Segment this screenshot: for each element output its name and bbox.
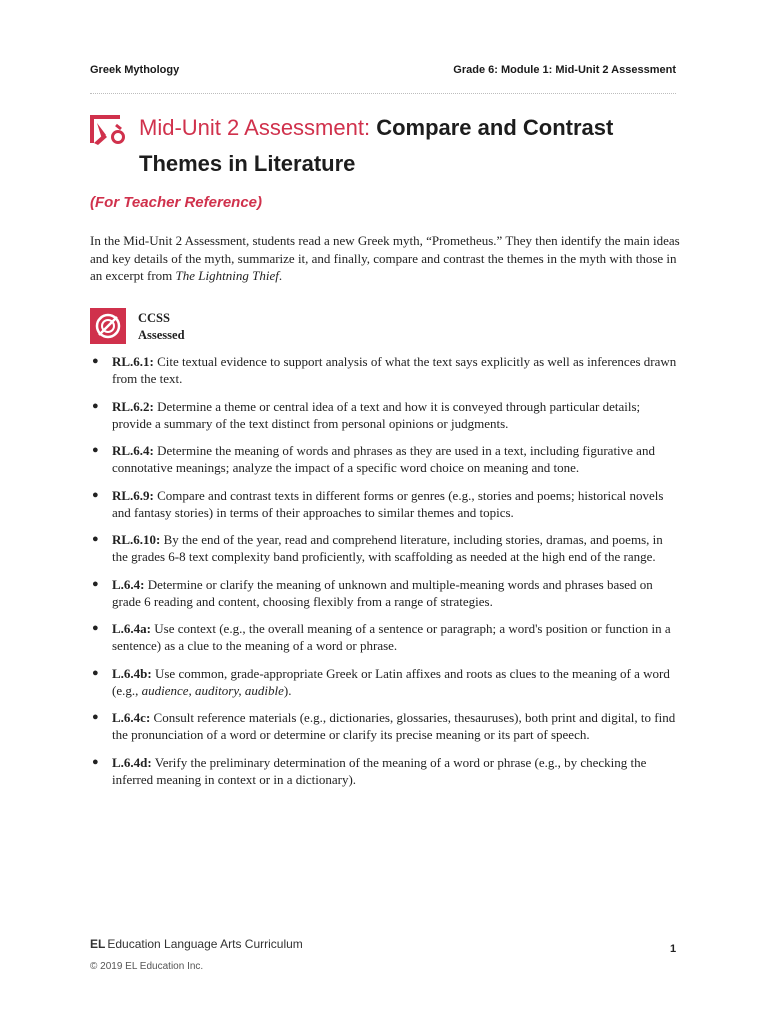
standard-text: Use common, grade-appropriate Greek or Latin affixes and roots as clues to the meaning of a word (e.g., [112, 665, 670, 698]
list-item [90, 576, 680, 610]
list-item [90, 531, 680, 565]
subtitle: (For Teacher Reference) [90, 194, 263, 211]
standard-code: RL.6.10: [112, 532, 161, 547]
list-item [90, 620, 680, 654]
standards-list [90, 353, 680, 798]
bullet-icon: ● [92, 488, 99, 501]
footer-logo-text: Education Language Arts Curriculum [107, 937, 303, 951]
bullet-icon: ● [92, 711, 99, 723]
intro-book-title: The Lightning Thief [175, 268, 279, 283]
standard-code: L.6.4a: [112, 621, 151, 636]
intro-paragraph [90, 232, 680, 285]
list-item [90, 487, 680, 521]
standard-code: RL.6.4: [112, 443, 154, 458]
header-module: Grade 6: Module 1: Mid-Unit 2 Assessment [453, 64, 676, 76]
list-item [90, 398, 680, 432]
title-prefix: Mid-Unit 2 Assessment: [139, 115, 377, 140]
standard-text: Determine a theme or central idea of a text and how it is conveyed through particular details; provide a summary of the text distinct from personal opinions or judgments. [112, 398, 641, 431]
intro-end: . [278, 268, 283, 283]
intro-text: In the Mid-Unit 2 Assessment, students read a new Greek myth, “Prometheus.” They then identify the main ideas and key details of the myth, summarize it, and finally, compare and contrast the themes in the myth with those in an excerpt from [90, 233, 680, 283]
list-item [90, 353, 680, 387]
ccss-label [138, 310, 185, 344]
standard-text: Consult reference materials (e.g., dictionaries, glossaries, thesauruses), both print and digital, to find the pronunciation of a word or determine or clarify its precise meaning or its part of speech. [112, 710, 676, 742]
list-item [90, 754, 680, 788]
title-main: Compare and Contrast Themes in Literature [139, 115, 614, 176]
list-item [90, 442, 680, 476]
standard-text: By the end of the year, read and comprehend literature, including stories, dramas, and poems, in the grades 6-8 text complexity band proficiently, with scaffolding as needed at the high end of the range. [112, 532, 663, 564]
bullet-icon: ● [92, 444, 99, 456]
bullet-icon: ● [92, 355, 99, 367]
ccss-badge-icon [90, 308, 126, 344]
standard-code: L.6.4d: [112, 754, 152, 770]
bullet-icon: ● [92, 533, 99, 545]
standard-text: Use context (e.g., the overall meaning of a sentence or paragraph; a word's position or function in a sentence) as a clue to the meaning of a word or phrase. [112, 621, 671, 653]
el-logo-icon: EL [90, 937, 106, 951]
bullet-icon: ● [92, 399, 99, 412]
standard-code: L.6.4b: [112, 665, 152, 681]
page-title [139, 110, 699, 182]
standard-text: Verify the preliminary determination of the meaning of a word or phrase (e.g., by checking the inferred meaning in context or in a dictionary). [112, 754, 647, 787]
bullet-icon: ● [92, 622, 99, 634]
standard-text: Determine or clarify the meaning of unknown and multiple-meaning words and phrases based on grade 6 reading and content, choosing flexibly from a range of strategies. [112, 576, 653, 609]
standard-text: Cite textual evidence to support analysis of what the text says explicitly as well as inferences drawn from the text. [112, 354, 677, 386]
standard-code: RL.6.1: [112, 354, 154, 369]
standard-code: RL.6.9: [112, 487, 154, 503]
list-item [90, 665, 680, 699]
standard-text: Compare and contrast texts in different forms or genres (e.g., stories and poems; historical novels and fantasy stories) in terms of their approaches to similar themes and topics. [112, 487, 664, 520]
ccss-label-line2: Assessed [138, 328, 185, 342]
bullet-icon: ● [92, 577, 99, 590]
footer-copyright: © 2019 EL Education Inc. [90, 961, 204, 972]
bullet-icon: ● [92, 755, 99, 768]
list-item [90, 709, 680, 743]
ccss-label-line1: CCSS [138, 311, 170, 325]
header-course: Greek Mythology [90, 64, 180, 76]
bullet-icon: ● [92, 666, 99, 679]
standard-text: Determine the meaning of words and phrases as they are used in a text, including figurative and connotative meanings; analyze the impact of a specific word choice on meaning and tone. [112, 443, 655, 475]
page-number: 1 [670, 943, 677, 955]
standard-text-tail: ). [283, 682, 292, 698]
footer-logo [90, 937, 303, 951]
standard-code: RL.6.2: [112, 398, 154, 414]
page-header [90, 64, 676, 80]
standard-examples: audience, auditory, audible [141, 682, 284, 698]
standard-code: L.6.4c: [112, 710, 151, 725]
assessment-checklist-icon [90, 112, 128, 146]
standard-code: L.6.4: [112, 576, 145, 592]
header-divider [90, 93, 676, 94]
